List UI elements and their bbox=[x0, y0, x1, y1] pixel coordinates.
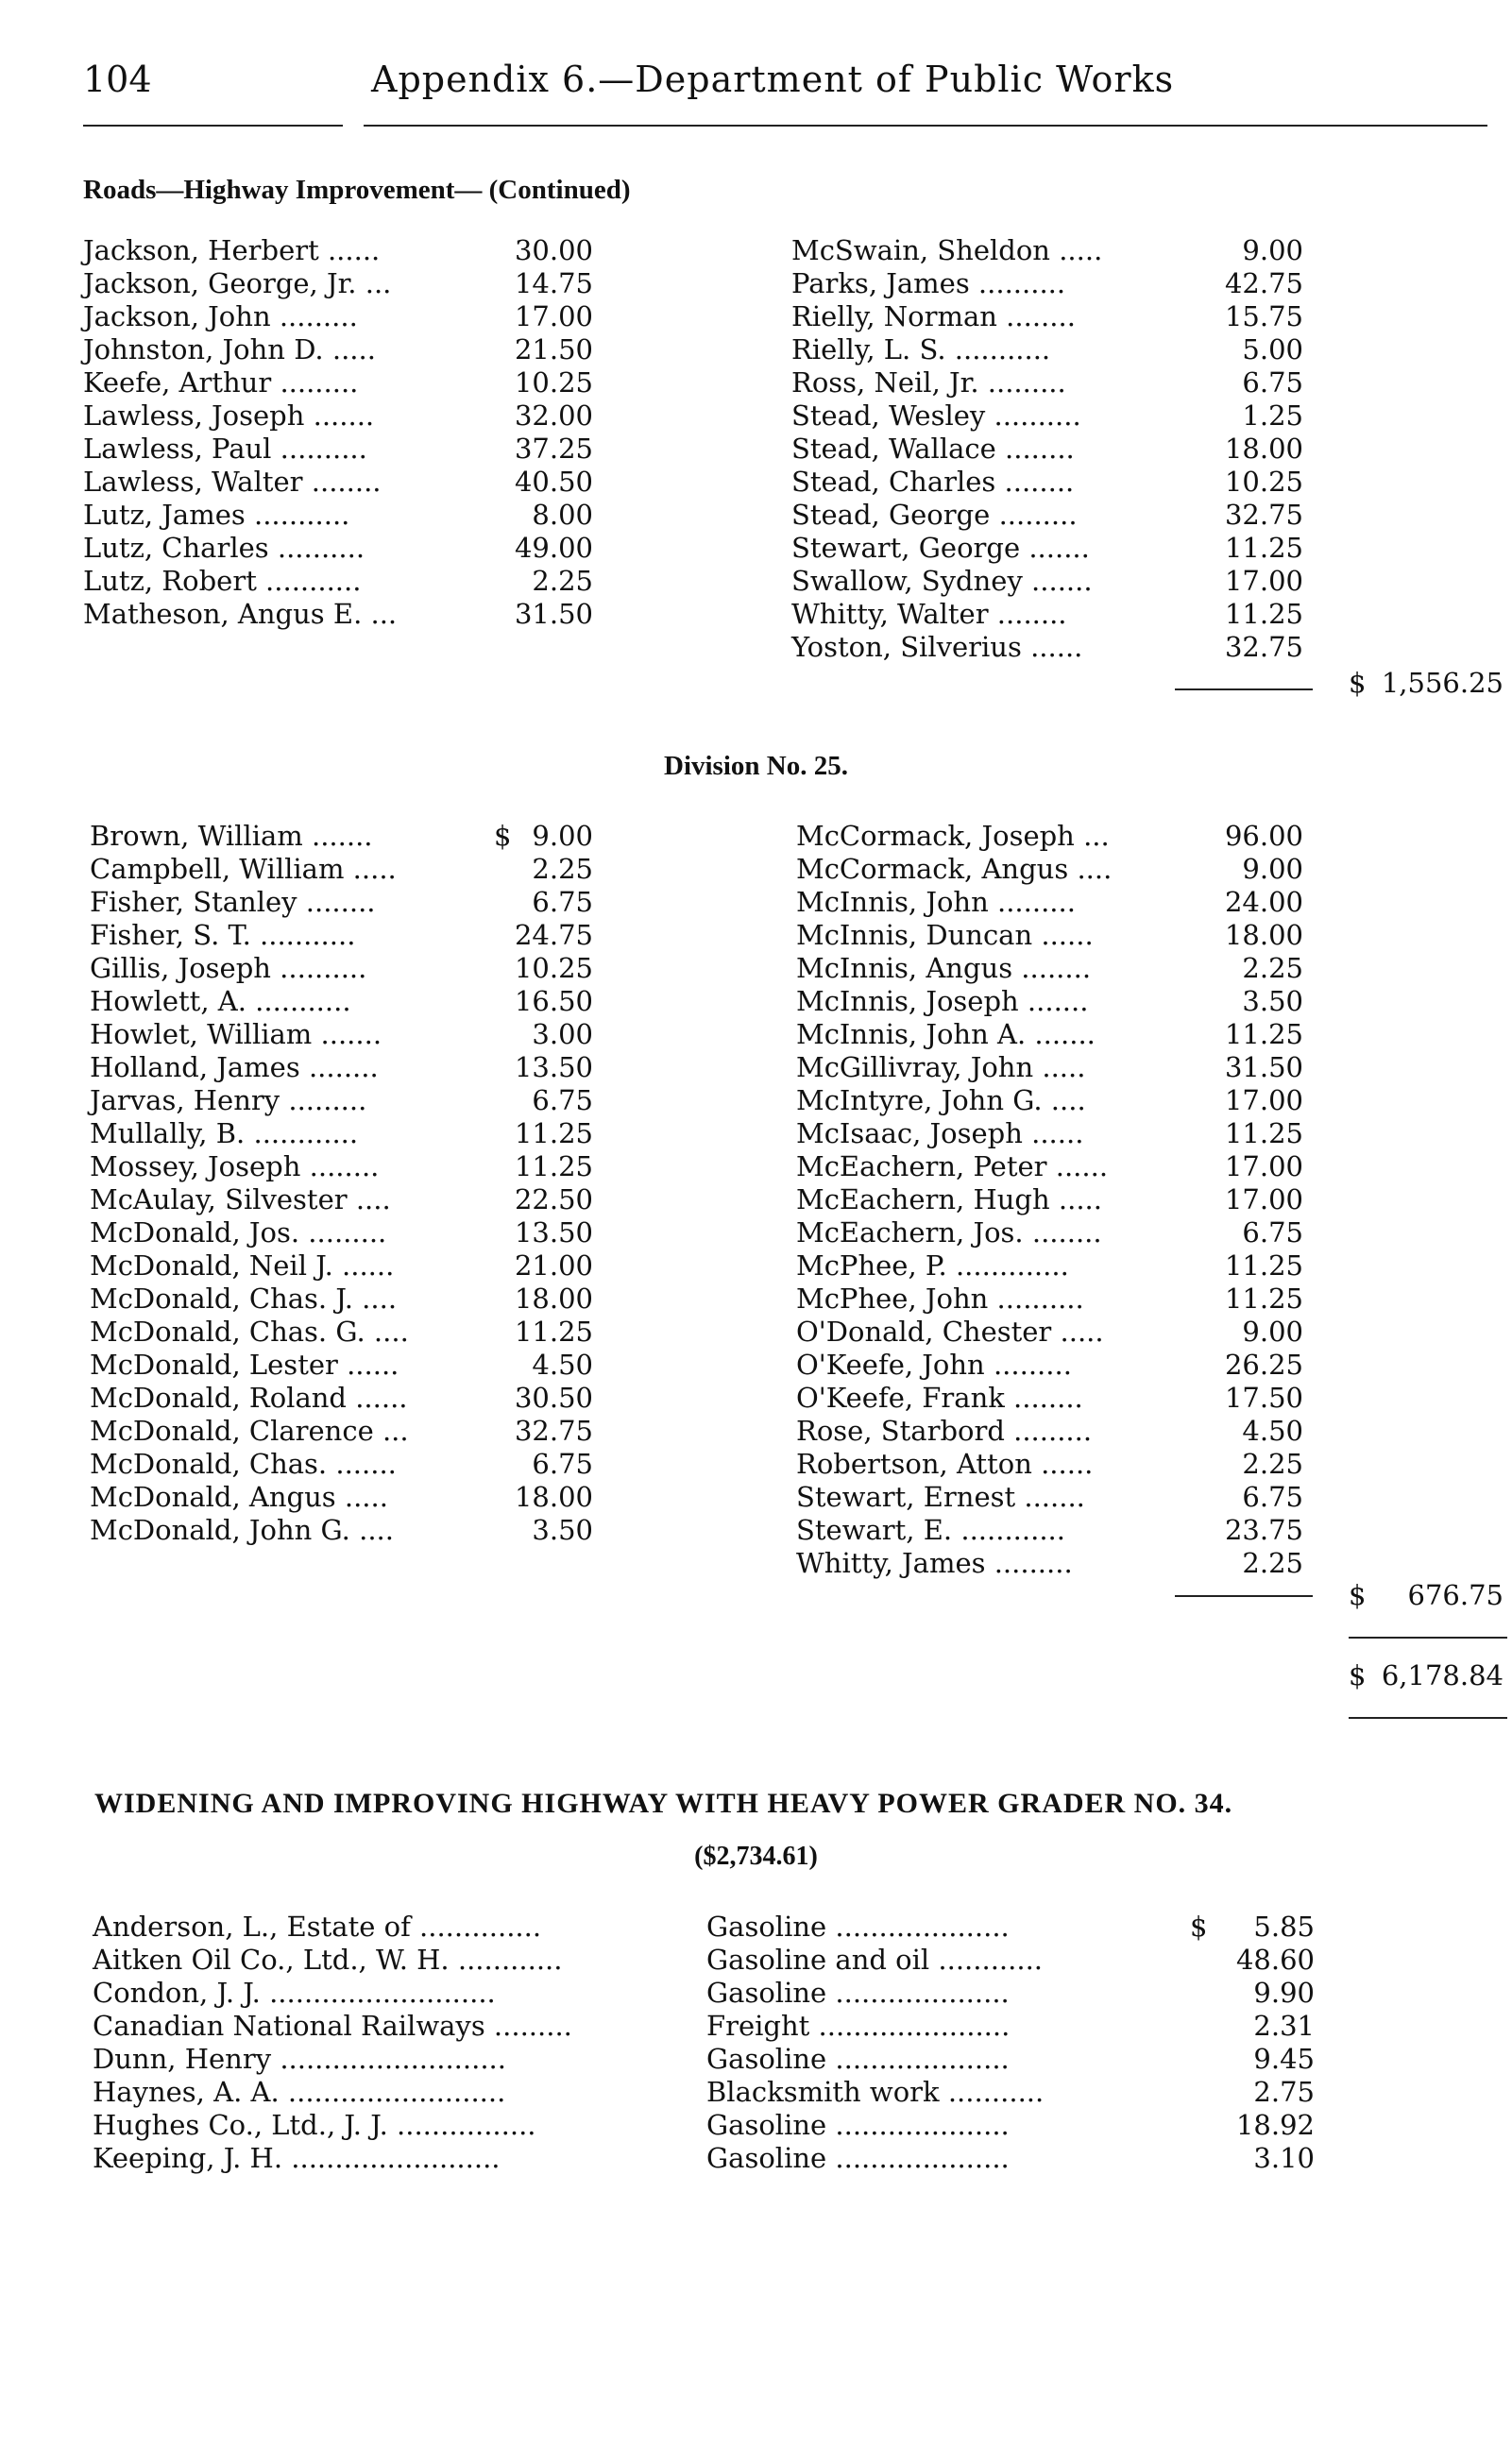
list-item bbox=[791, 466, 1320, 499]
list-item bbox=[796, 1349, 1325, 1382]
payee-name: McDonald, Roland ...... bbox=[90, 1382, 408, 1414]
list-item bbox=[83, 433, 612, 466]
list-item bbox=[90, 1183, 619, 1216]
list-item bbox=[90, 820, 619, 853]
amount: 4.50 bbox=[532, 1349, 593, 1381]
payee-name: Stewart, E. ............ bbox=[796, 1514, 1065, 1546]
list-item bbox=[90, 1283, 619, 1316]
amount: 16.50 bbox=[514, 985, 593, 1017]
payee-name: O'Keefe, John ......... bbox=[796, 1349, 1072, 1381]
amount: 11.25 bbox=[1224, 532, 1303, 564]
dollar-sign: $ bbox=[494, 820, 512, 852]
payee-name: McIsaac, Joseph ...... bbox=[796, 1117, 1084, 1149]
payee-name: McDonald, Chas. G. .... bbox=[90, 1316, 409, 1348]
amount: 11.25 bbox=[514, 1150, 593, 1182]
list-item bbox=[83, 399, 612, 433]
list-item bbox=[796, 919, 1325, 952]
list-item bbox=[791, 532, 1320, 565]
payee-name: Swallow, Sydney ....... bbox=[791, 565, 1093, 597]
list-item bbox=[90, 1018, 619, 1051]
list-item bbox=[796, 886, 1325, 919]
header-rule-left bbox=[83, 125, 343, 127]
payee-name: McDonald, Lester ...... bbox=[90, 1349, 399, 1381]
amount: 11.25 bbox=[1224, 598, 1303, 630]
amount: 17.00 bbox=[514, 300, 593, 332]
amount: 3.00 bbox=[532, 1018, 593, 1050]
payee-name: Fisher, Stanley ........ bbox=[90, 886, 376, 918]
list-item bbox=[791, 631, 1320, 664]
amount: 3.50 bbox=[1242, 985, 1303, 1017]
amount: 9.00 bbox=[1242, 853, 1303, 885]
list-item bbox=[90, 1382, 619, 1415]
list-item bbox=[796, 1117, 1325, 1150]
amount: 31.50 bbox=[514, 598, 593, 630]
amount: 9.45 bbox=[1253, 2043, 1315, 2075]
list-item bbox=[796, 1084, 1325, 1117]
amount: 9.90 bbox=[1253, 1977, 1315, 2009]
payee-name: Stewart, Ernest ....... bbox=[796, 1481, 1085, 1513]
division-subtotal-dollar-sign: $ bbox=[1349, 1579, 1367, 1611]
list-item bbox=[796, 1283, 1325, 1316]
amount: 8.00 bbox=[532, 499, 593, 531]
amount: 11.25 bbox=[1224, 1249, 1303, 1282]
payee-name: McEachern, Jos. ........ bbox=[796, 1216, 1102, 1249]
vendor-name: Aitken Oil Co., Ltd., W. H. ............ bbox=[93, 1944, 563, 1976]
payee-name: McAulay, Silvester .... bbox=[90, 1183, 391, 1215]
expense-row bbox=[93, 2043, 1320, 2076]
payee-name: Holland, James ........ bbox=[90, 1051, 379, 1083]
expense-item: Blacksmith work ........... bbox=[706, 2076, 1045, 2108]
payee-name: O'Donald, Chester ..... bbox=[796, 1316, 1104, 1348]
section1-right-column bbox=[791, 234, 1320, 664]
list-item bbox=[90, 1051, 619, 1084]
amount: 6.75 bbox=[1242, 1481, 1303, 1513]
list-item bbox=[791, 366, 1320, 399]
amount: 32.75 bbox=[514, 1415, 593, 1447]
payee-name: Jackson, Herbert ...... bbox=[83, 234, 381, 266]
list-item bbox=[83, 300, 612, 333]
payee-name: McCormack, Angus .... bbox=[796, 853, 1113, 885]
grand-total-rule-bottom bbox=[1349, 1717, 1507, 1719]
payee-name: McPhee, John .......... bbox=[796, 1283, 1084, 1315]
payee-name: Lutz, Robert ........... bbox=[83, 565, 362, 597]
amount: 32.75 bbox=[1224, 631, 1303, 663]
payee-name: Brown, William ....... bbox=[90, 820, 373, 852]
amount: 6.75 bbox=[532, 1084, 593, 1116]
vendor-name: Haynes, A. A. ......................... bbox=[93, 2076, 506, 2108]
amount: 6.75 bbox=[1242, 366, 1303, 399]
payee-name: McInnis, Duncan ...... bbox=[796, 919, 1094, 951]
payee-name: Keefe, Arthur ......... bbox=[83, 366, 359, 399]
payee-name: McSwain, Sheldon ..... bbox=[791, 234, 1103, 266]
amount: 9.00 bbox=[532, 820, 593, 852]
expense-item: Freight ...................... bbox=[706, 2010, 1011, 2042]
list-item bbox=[90, 1448, 619, 1481]
subtotal-dollar-sign: $ bbox=[1349, 667, 1367, 699]
list-item bbox=[90, 1415, 619, 1448]
division-subtotal-rule bbox=[1175, 1595, 1313, 1597]
payee-name: Yoston, Silverius ...... bbox=[791, 631, 1083, 663]
list-item bbox=[90, 1249, 619, 1283]
amount: 17.00 bbox=[1224, 1183, 1303, 1215]
list-item bbox=[796, 1216, 1325, 1249]
payee-name: Mossey, Joseph ........ bbox=[90, 1150, 380, 1182]
section1-left-column bbox=[83, 234, 612, 631]
list-item bbox=[90, 1349, 619, 1382]
payee-name: Rielly, L. S. ........... bbox=[791, 333, 1051, 365]
list-item bbox=[796, 1481, 1325, 1514]
payee-name: Mullally, B. ............ bbox=[90, 1117, 359, 1149]
expense-item: Gasoline .................... bbox=[706, 2142, 1010, 2174]
amount: 6.75 bbox=[532, 1448, 593, 1480]
list-item bbox=[796, 820, 1325, 853]
amount: 18.00 bbox=[1224, 433, 1303, 465]
amount: 48.60 bbox=[1235, 1944, 1315, 1976]
list-item bbox=[90, 985, 619, 1018]
grader-section-subtitle: ($2,734.61) bbox=[694, 1842, 818, 1871]
payee-name: Stead, George ......... bbox=[791, 499, 1078, 531]
page-title: Appendix 6.—Department of Public Works bbox=[371, 59, 1175, 100]
list-item bbox=[83, 366, 612, 399]
payee-name: Campbell, William ..... bbox=[90, 853, 397, 885]
payee-name: Rose, Starbord ......... bbox=[796, 1415, 1093, 1447]
payee-name: Matheson, Angus E. ... bbox=[83, 598, 398, 630]
payee-name: O'Keefe, Frank ........ bbox=[796, 1382, 1083, 1414]
vendor-name: Keeping, J. H. ........................ bbox=[93, 2142, 501, 2174]
amount: 96.00 bbox=[1224, 820, 1303, 852]
list-item bbox=[796, 952, 1325, 985]
dollar-sign: $ bbox=[1190, 1911, 1208, 1943]
payee-name: McGillivray, John ..... bbox=[796, 1051, 1086, 1083]
expense-row bbox=[93, 2010, 1320, 2043]
list-item bbox=[791, 399, 1320, 433]
payee-name: Lawless, Paul .......... bbox=[83, 433, 367, 465]
list-item bbox=[90, 1084, 619, 1117]
amount: 2.31 bbox=[1253, 2010, 1315, 2042]
list-item bbox=[796, 1415, 1325, 1448]
payee-name: Whitty, James ......... bbox=[796, 1547, 1073, 1579]
list-item bbox=[791, 433, 1320, 466]
amount: 21.00 bbox=[514, 1249, 593, 1282]
vendor-name: Hughes Co., Ltd., J. J. ................ bbox=[93, 2109, 536, 2141]
payee-name: Stead, Charles ........ bbox=[791, 466, 1075, 498]
amount: 21.50 bbox=[514, 333, 593, 365]
amount: 3.50 bbox=[532, 1514, 593, 1546]
list-item bbox=[791, 565, 1320, 598]
amount: 6.75 bbox=[1242, 1216, 1303, 1249]
amount: 2.25 bbox=[1242, 1547, 1303, 1579]
amount: 32.00 bbox=[514, 399, 593, 432]
header-rule-right bbox=[364, 125, 1487, 127]
payee-name: Lawless, Walter ........ bbox=[83, 466, 382, 498]
list-item bbox=[83, 598, 612, 631]
payee-name: Howlet, William ....... bbox=[90, 1018, 382, 1050]
amount: 9.00 bbox=[1242, 1316, 1303, 1348]
list-item bbox=[791, 300, 1320, 333]
amount: 11.25 bbox=[1224, 1117, 1303, 1149]
expense-row bbox=[93, 1911, 1320, 1944]
amount: 24.00 bbox=[1224, 886, 1303, 918]
list-item bbox=[791, 333, 1320, 366]
expense-row bbox=[93, 2142, 1320, 2175]
payee-name: McCormack, Joseph ... bbox=[796, 820, 1110, 852]
amount: 24.75 bbox=[514, 919, 593, 951]
amount: 3.10 bbox=[1253, 2142, 1315, 2174]
expense-item: Gasoline .................... bbox=[706, 1977, 1010, 2009]
payee-name: Lutz, James ........... bbox=[83, 499, 350, 531]
list-item bbox=[90, 886, 619, 919]
list-item bbox=[796, 1316, 1325, 1349]
amount: 18.00 bbox=[514, 1481, 593, 1513]
payee-name: Robertson, Atton ...... bbox=[796, 1448, 1094, 1480]
subtotal-rule bbox=[1175, 688, 1313, 690]
list-item bbox=[83, 565, 612, 598]
amount: 2.75 bbox=[1253, 2076, 1315, 2108]
amount: 17.00 bbox=[1224, 1150, 1303, 1182]
payee-name: McDonald, John G. .... bbox=[90, 1514, 394, 1546]
amount: 18.00 bbox=[1224, 919, 1303, 951]
list-item bbox=[796, 985, 1325, 1018]
amount: 31.50 bbox=[1224, 1051, 1303, 1083]
page-header bbox=[83, 59, 1207, 115]
amount: 22.50 bbox=[514, 1183, 593, 1215]
amount: 18.92 bbox=[1235, 2109, 1315, 2141]
list-item bbox=[90, 1514, 619, 1547]
amount: 5.85 bbox=[1253, 1911, 1315, 1943]
division-title: Division No. 25. bbox=[664, 751, 848, 781]
expense-row bbox=[93, 2109, 1320, 2142]
division-subtotal-amount: 676.75 bbox=[1407, 1579, 1504, 1611]
amount: 23.75 bbox=[1224, 1514, 1303, 1546]
payee-name: McDonald, Chas. ....... bbox=[90, 1448, 397, 1480]
amount: 18.00 bbox=[514, 1283, 593, 1315]
list-item bbox=[796, 1051, 1325, 1084]
vendor-name: Dunn, Henry .......................... bbox=[93, 2043, 506, 2075]
payee-name: McDonald, Angus ..... bbox=[90, 1481, 388, 1513]
list-item bbox=[796, 1183, 1325, 1216]
section-title: Roads—Highway Improvement— (Continued) bbox=[83, 175, 631, 205]
payee-name: McInnis, John A. ....... bbox=[796, 1018, 1096, 1050]
list-item bbox=[83, 267, 612, 300]
amount: 6.75 bbox=[532, 886, 593, 918]
list-item bbox=[90, 853, 619, 886]
list-item bbox=[83, 234, 612, 267]
grand-total-rule-top bbox=[1349, 1637, 1507, 1639]
amount: 30.00 bbox=[514, 234, 593, 266]
amount: 10.25 bbox=[514, 366, 593, 399]
list-item bbox=[83, 466, 612, 499]
amount: 37.25 bbox=[514, 433, 593, 465]
list-item bbox=[83, 499, 612, 532]
payee-name: McInnis, Angus ........ bbox=[796, 952, 1092, 984]
amount: 15.75 bbox=[1224, 300, 1303, 332]
payee-name: McDonald, Clarence ... bbox=[90, 1415, 409, 1447]
payee-name: Johnston, John D. ..... bbox=[83, 333, 376, 365]
amount: 17.00 bbox=[1224, 1084, 1303, 1116]
payee-name: Jarvas, Henry ......... bbox=[90, 1084, 367, 1116]
amount: 11.25 bbox=[514, 1316, 593, 1348]
list-item bbox=[791, 499, 1320, 532]
amount: 2.25 bbox=[1242, 952, 1303, 984]
amount: 2.25 bbox=[532, 565, 593, 597]
amount: 32.75 bbox=[1224, 499, 1303, 531]
amount: 10.25 bbox=[514, 952, 593, 984]
payee-name: McDonald, Chas. J. .... bbox=[90, 1283, 398, 1315]
payee-name: Stead, Wesley .......... bbox=[791, 399, 1081, 432]
list-item bbox=[90, 1481, 619, 1514]
list-item bbox=[796, 1514, 1325, 1547]
payee-name: Stewart, George ....... bbox=[791, 532, 1090, 564]
list-item bbox=[796, 1547, 1325, 1580]
amount: 17.50 bbox=[1224, 1382, 1303, 1414]
list-item bbox=[90, 1117, 619, 1150]
amount: 2.25 bbox=[532, 853, 593, 885]
payee-name: Lutz, Charles .......... bbox=[83, 532, 365, 564]
expense-row bbox=[93, 1944, 1320, 1977]
amount: 11.25 bbox=[1224, 1018, 1303, 1050]
list-item bbox=[796, 1249, 1325, 1283]
list-item bbox=[90, 952, 619, 985]
amount: 10.25 bbox=[1224, 466, 1303, 498]
list-item bbox=[796, 1448, 1325, 1481]
payee-name: Howlett, A. ........... bbox=[90, 985, 351, 1017]
amount: 49.00 bbox=[514, 532, 593, 564]
list-item bbox=[796, 853, 1325, 886]
payee-name: Gillis, Joseph .......... bbox=[90, 952, 367, 984]
expense-item: Gasoline .................... bbox=[706, 2109, 1010, 2141]
payee-name: Stead, Wallace ........ bbox=[791, 433, 1075, 465]
expense-item: Gasoline .................... bbox=[706, 1911, 1010, 1943]
grader-expense-list bbox=[93, 1911, 1320, 2175]
payee-name: Parks, James .......... bbox=[791, 267, 1066, 299]
vendor-name: Condon, J. J. .......................... bbox=[93, 1977, 496, 2009]
expense-item: Gasoline and oil ............ bbox=[706, 1944, 1044, 1976]
payee-name: Fisher, S. T. ........... bbox=[90, 919, 356, 951]
list-item bbox=[90, 1216, 619, 1249]
payee-name: Jackson, John ......... bbox=[83, 300, 358, 332]
amount: 5.00 bbox=[1242, 333, 1303, 365]
amount: 13.50 bbox=[514, 1051, 593, 1083]
amount: 4.50 bbox=[1242, 1415, 1303, 1447]
expense-row bbox=[93, 2076, 1320, 2109]
amount: 11.25 bbox=[1224, 1283, 1303, 1315]
amount: 17.00 bbox=[1224, 565, 1303, 597]
payee-name: McDonald, Neil J. ...... bbox=[90, 1249, 395, 1282]
grand-total-amount: 6,178.84 bbox=[1381, 1659, 1504, 1691]
grand-total-dollar-sign: $ bbox=[1349, 1659, 1367, 1691]
amount: 40.50 bbox=[514, 466, 593, 498]
payee-name: Jackson, George, Jr. ... bbox=[83, 267, 392, 299]
list-item bbox=[90, 919, 619, 952]
payee-name: McEachern, Peter ...... bbox=[796, 1150, 1109, 1182]
payee-name: McDonald, Jos. ......... bbox=[90, 1216, 387, 1249]
amount: 2.25 bbox=[1242, 1448, 1303, 1480]
section2-left-column bbox=[90, 820, 619, 1547]
list-item bbox=[83, 333, 612, 366]
expense-item: Gasoline .................... bbox=[706, 2043, 1010, 2075]
list-item bbox=[791, 598, 1320, 631]
payee-name: McEachern, Hugh ..... bbox=[796, 1183, 1102, 1215]
list-item bbox=[796, 1150, 1325, 1183]
list-item bbox=[791, 234, 1320, 267]
list-item bbox=[796, 1382, 1325, 1415]
amount: 42.75 bbox=[1224, 267, 1303, 299]
section2-right-column bbox=[796, 820, 1325, 1580]
grader-section-title: WIDENING AND IMPROVING HIGHWAY WITH HEAVY POWER GRADER NO. 34. bbox=[94, 1788, 1233, 1819]
payee-name: McInnis, Joseph ....... bbox=[796, 985, 1089, 1017]
page-number: 104 bbox=[83, 59, 152, 100]
payee-name: Lawless, Joseph ....... bbox=[83, 399, 375, 432]
vendor-name: Anderson, L., Estate of .............. bbox=[93, 1911, 542, 1943]
list-item bbox=[90, 1316, 619, 1349]
amount: 14.75 bbox=[514, 267, 593, 299]
expense-row bbox=[93, 1977, 1320, 2010]
amount: 30.50 bbox=[514, 1382, 593, 1414]
amount: 1.25 bbox=[1242, 399, 1303, 432]
payee-name: McIntyre, John G. .... bbox=[796, 1084, 1086, 1116]
payee-name: Rielly, Norman ........ bbox=[791, 300, 1076, 332]
list-item bbox=[796, 1018, 1325, 1051]
payee-name: McInnis, John ......... bbox=[796, 886, 1076, 918]
list-item bbox=[83, 532, 612, 565]
payee-name: Whitty, Walter ........ bbox=[791, 598, 1067, 630]
amount: 26.25 bbox=[1224, 1349, 1303, 1381]
subtotal-amount: 1,556.25 bbox=[1381, 667, 1504, 699]
amount: 11.25 bbox=[514, 1117, 593, 1149]
payee-name: McPhee, P. ............. bbox=[796, 1249, 1069, 1282]
payee-name: Ross, Neil, Jr. ......... bbox=[791, 366, 1066, 399]
amount: 9.00 bbox=[1242, 234, 1303, 266]
list-item bbox=[90, 1150, 619, 1183]
vendor-name: Canadian National Railways ......... bbox=[93, 2010, 572, 2042]
amount: 13.50 bbox=[514, 1216, 593, 1249]
list-item bbox=[791, 267, 1320, 300]
